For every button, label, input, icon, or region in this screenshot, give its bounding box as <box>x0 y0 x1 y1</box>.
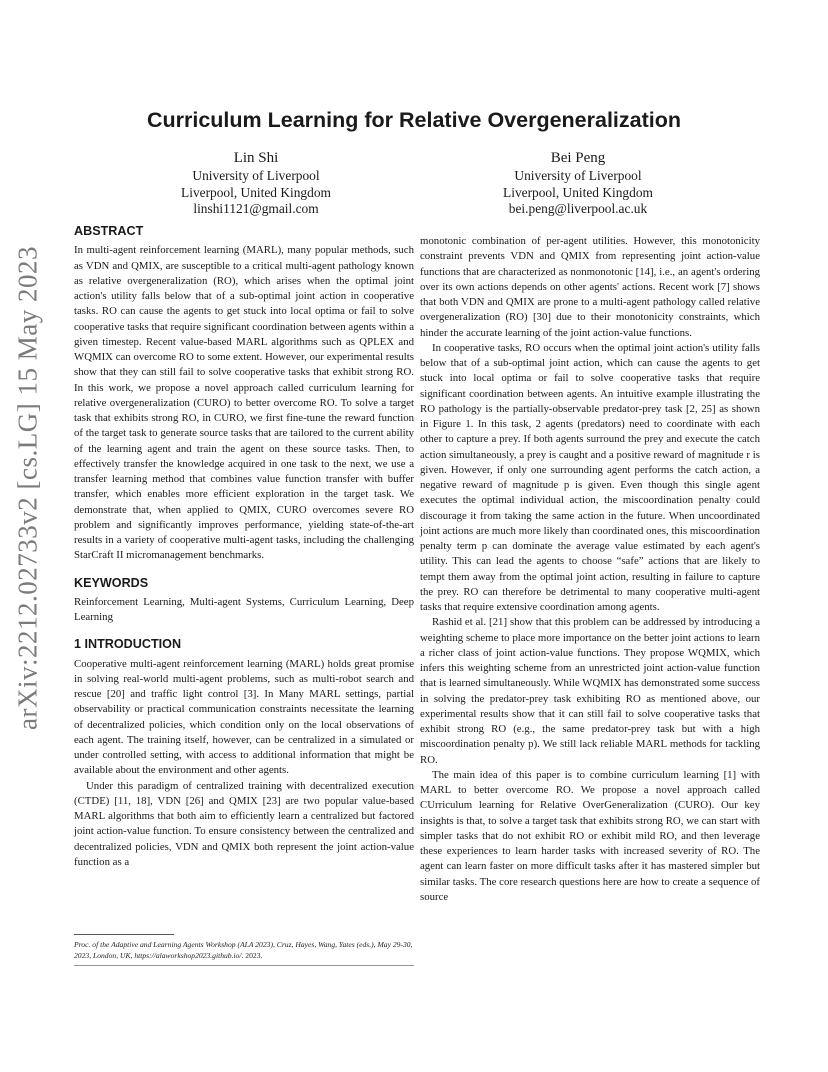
footnote <box>74 939 414 961</box>
right-column <box>420 234 760 905</box>
footnote-bottom-rule <box>74 965 414 966</box>
author-affiliation: University of Liverpool <box>192 168 320 183</box>
keywords-heading: KEYWORDS <box>74 575 149 590</box>
author-name: Bei Peng <box>550 150 606 166</box>
paper-title: Curriculum Learning for Relative Overgeneralization <box>146 108 682 132</box>
author-email[interactable]: linshi1121@gmail.com <box>193 201 319 216</box>
intro-paragraph-6: The main idea of this paper is to combine curriculum learning [1] with MARL to better overcome RO. We propose a novel approach called CUrriculum learning for Relative OverGeneralization (CURO). Our key insights is that, to solve a target task that exhibits strong RO, we can start with simpler tasks that do not exhibit RO or exhibit mild RO, and then leverage these experiences to learn harder tasks with increased severity of RO. The agent can learn faster on more difficult tasks after it has mastered simpler but similar tasks. The core research questions here are how to create a sequence of source <box>420 768 760 903</box>
arxiv-stamp-text: arXiv:2212.02733v2 [cs.LG] 15 May 2023 <box>12 246 43 730</box>
intro-paragraph-2: Under this paradigm of centralized training with decentralized execution (CTDE) [11, 18], VDN [26] and QMIX [23] are two popular value-based MARL algorithms that both aim to efficiently learn a centralized but factored joint action-value function. To ensure consistency between the centralized and decentralized policies, VDN and QMIX both represent the joint action-value function as a <box>74 779 414 868</box>
arxiv-stamp <box>0 246 56 730</box>
footnote-tail: . 2023. <box>241 951 263 960</box>
footnote-divider <box>74 934 174 935</box>
intro-paragraph-4: In cooperative tasks, RO occurs when the optimal joint action's utility falls below that of a sub-optimal joint action, which can cause the agents to get stuck into local optima or fail to solve cooperative tasks that require significant coordination between agents. An intuitive example illustrating the RO pathology is the partially-observable predator-prey task [2, 25] as shown in Figure 1. In this task, 2 agents (predators) need to coordinate with each other to capture a prey. If both agents surround the prey and execute the catch action simultaneously, a prey is caught and a positive reward of magnitude r is given. However, if only one surrounding agent performs the catch action, a negative reward of magnitude p is given. Even though this single agent executes the optimal individual action, the miscoordination penalty could discourage it from taking the same action in the future. When uncoordinated joint actions are much more likely than coordinated ones, this miscoordination penalty term p can dominate the average value estimated by each agent's utility. This can lead the agents to choose “safe” actions that are likely to tempt them away from the optimal joint action, resulting in failure to capture the prey. RO can therefore be detrimental to many cooperative multi-agent tasks that require extensive coordination among agents. <box>420 341 760 613</box>
abstract-heading: ABSTRACT <box>74 224 144 238</box>
author-block-1 <box>106 148 406 218</box>
intro-paragraph-3: monotonic combination of per-agent utilities. However, this monotonicity constraint prevents VDN and QMIX from representing joint action-value functions that are characterized as nonmonotonic [14], i.e., an agent's ordering over its own actions depends on other agents' actions. Recent work [7] shows that both VDN and QMIX are prone to a multi-agent pathology called relative overgeneralization (RO) [30] due to their monotonicity constraints, which hinder the accurate learning of the joint action-value functions. <box>420 235 760 339</box>
author-location: Liverpool, United Kingdom <box>181 184 331 200</box>
intro-paragraph-5: Rashid et al. [21] show that this problem can be addressed by introducing a weighting scheme to place more importance on the better joint actions to learn a richer class of joint action-value functions. They propose WQMIX, which infers this weighting scheme from an unrestricted joint action-value function that is learned simultaneously. While WQMIX has demonstrated some success in solving the predator-prey task exhibiting RO as mentioned above, our experimental results show that it can still fail to solve cooperative tasks that exhibit strong RO (e.g., the same predator-prey task but with a high miscoordination penalty p). We still lack reliable MARL methods for tackling RO. <box>420 616 760 766</box>
author-affiliation: University of Liverpool <box>514 168 642 183</box>
left-column <box>74 224 414 870</box>
footnote-text: Proc. of the Adaptive and Learning Agents Workshop (ALA 2023), Cruz, Hayes, Wang, Yates (eds.), May 29-30, 2023, London, UK, https://alaworkshop2023.github.io/ <box>74 940 413 960</box>
author-location: Liverpool, United Kingdom <box>503 184 653 200</box>
author-email[interactable]: bei.peng@liverpool.ac.uk <box>508 201 648 216</box>
abstract-text: In multi-agent reinforcement learning (MARL), many popular methods, such as VDN and QMIX, are susceptible to a critical multi-agent pathology known as relative overgeneralization (RO), which arises when the optimal joint action's utility falls below that of a sub-optimal joint action in cooperative tasks. RO can cause the agents to get stuck into local optima or fail to solve cooperative tasks that require significant coordination between agents within a given timestep. Recent value-based MARL algorithms such as QPLEX and WQMIX can overcome RO to some extent. However, our experimental results show that they can still fail to solve cooperative tasks that exhibit strong RO. In this work, we propose a novel approach called curriculum learning for relative overgeneralization (CURO) to better overcome RO. To solve a target task that exhibits strong RO, in CURO, we first fine-tune the reward function of the target task to generate source tasks that are tailored to the current ability of the learning agent and train the agent on these source tasks. Then, to effectively transfer the knowledge acquired in one task to the next, we use a transfer learning method that combines value function transfer with buffer transfer, which enables more efficient exploration in the target task. We demonstrate that, when applied to QMIX, CURO overcomes severe RO problem and significantly improves performance, yielding state-of-the-art results in a variety of cooperative multi-agent tasks, including the challenging StarCraft II micromanagement benchmarks. <box>74 244 414 562</box>
introduction-heading: 1 INTRODUCTION <box>74 637 182 652</box>
keywords-text: Reinforcement Learning, Multi-agent Systems, Curriculum Learning, Deep Learning <box>74 595 414 623</box>
author-name: Lin Shi <box>233 150 279 166</box>
intro-paragraph-1: Cooperative multi-agent reinforcement learning (MARL) holds great promise in solving real-world multi-agent problems, such as multi-robot search and rescue [20] and traffic light control [3]. In Many MARL settings, partial observability or practical communication constraints necessitate the learning of decentralized policies, which condition only on the local observations of each agent. The training itself, however, can be centralized in a simulated or under controlled setting, with access to additional information that might be available about the environment and other agents. <box>74 657 414 777</box>
author-block-2 <box>428 148 728 218</box>
